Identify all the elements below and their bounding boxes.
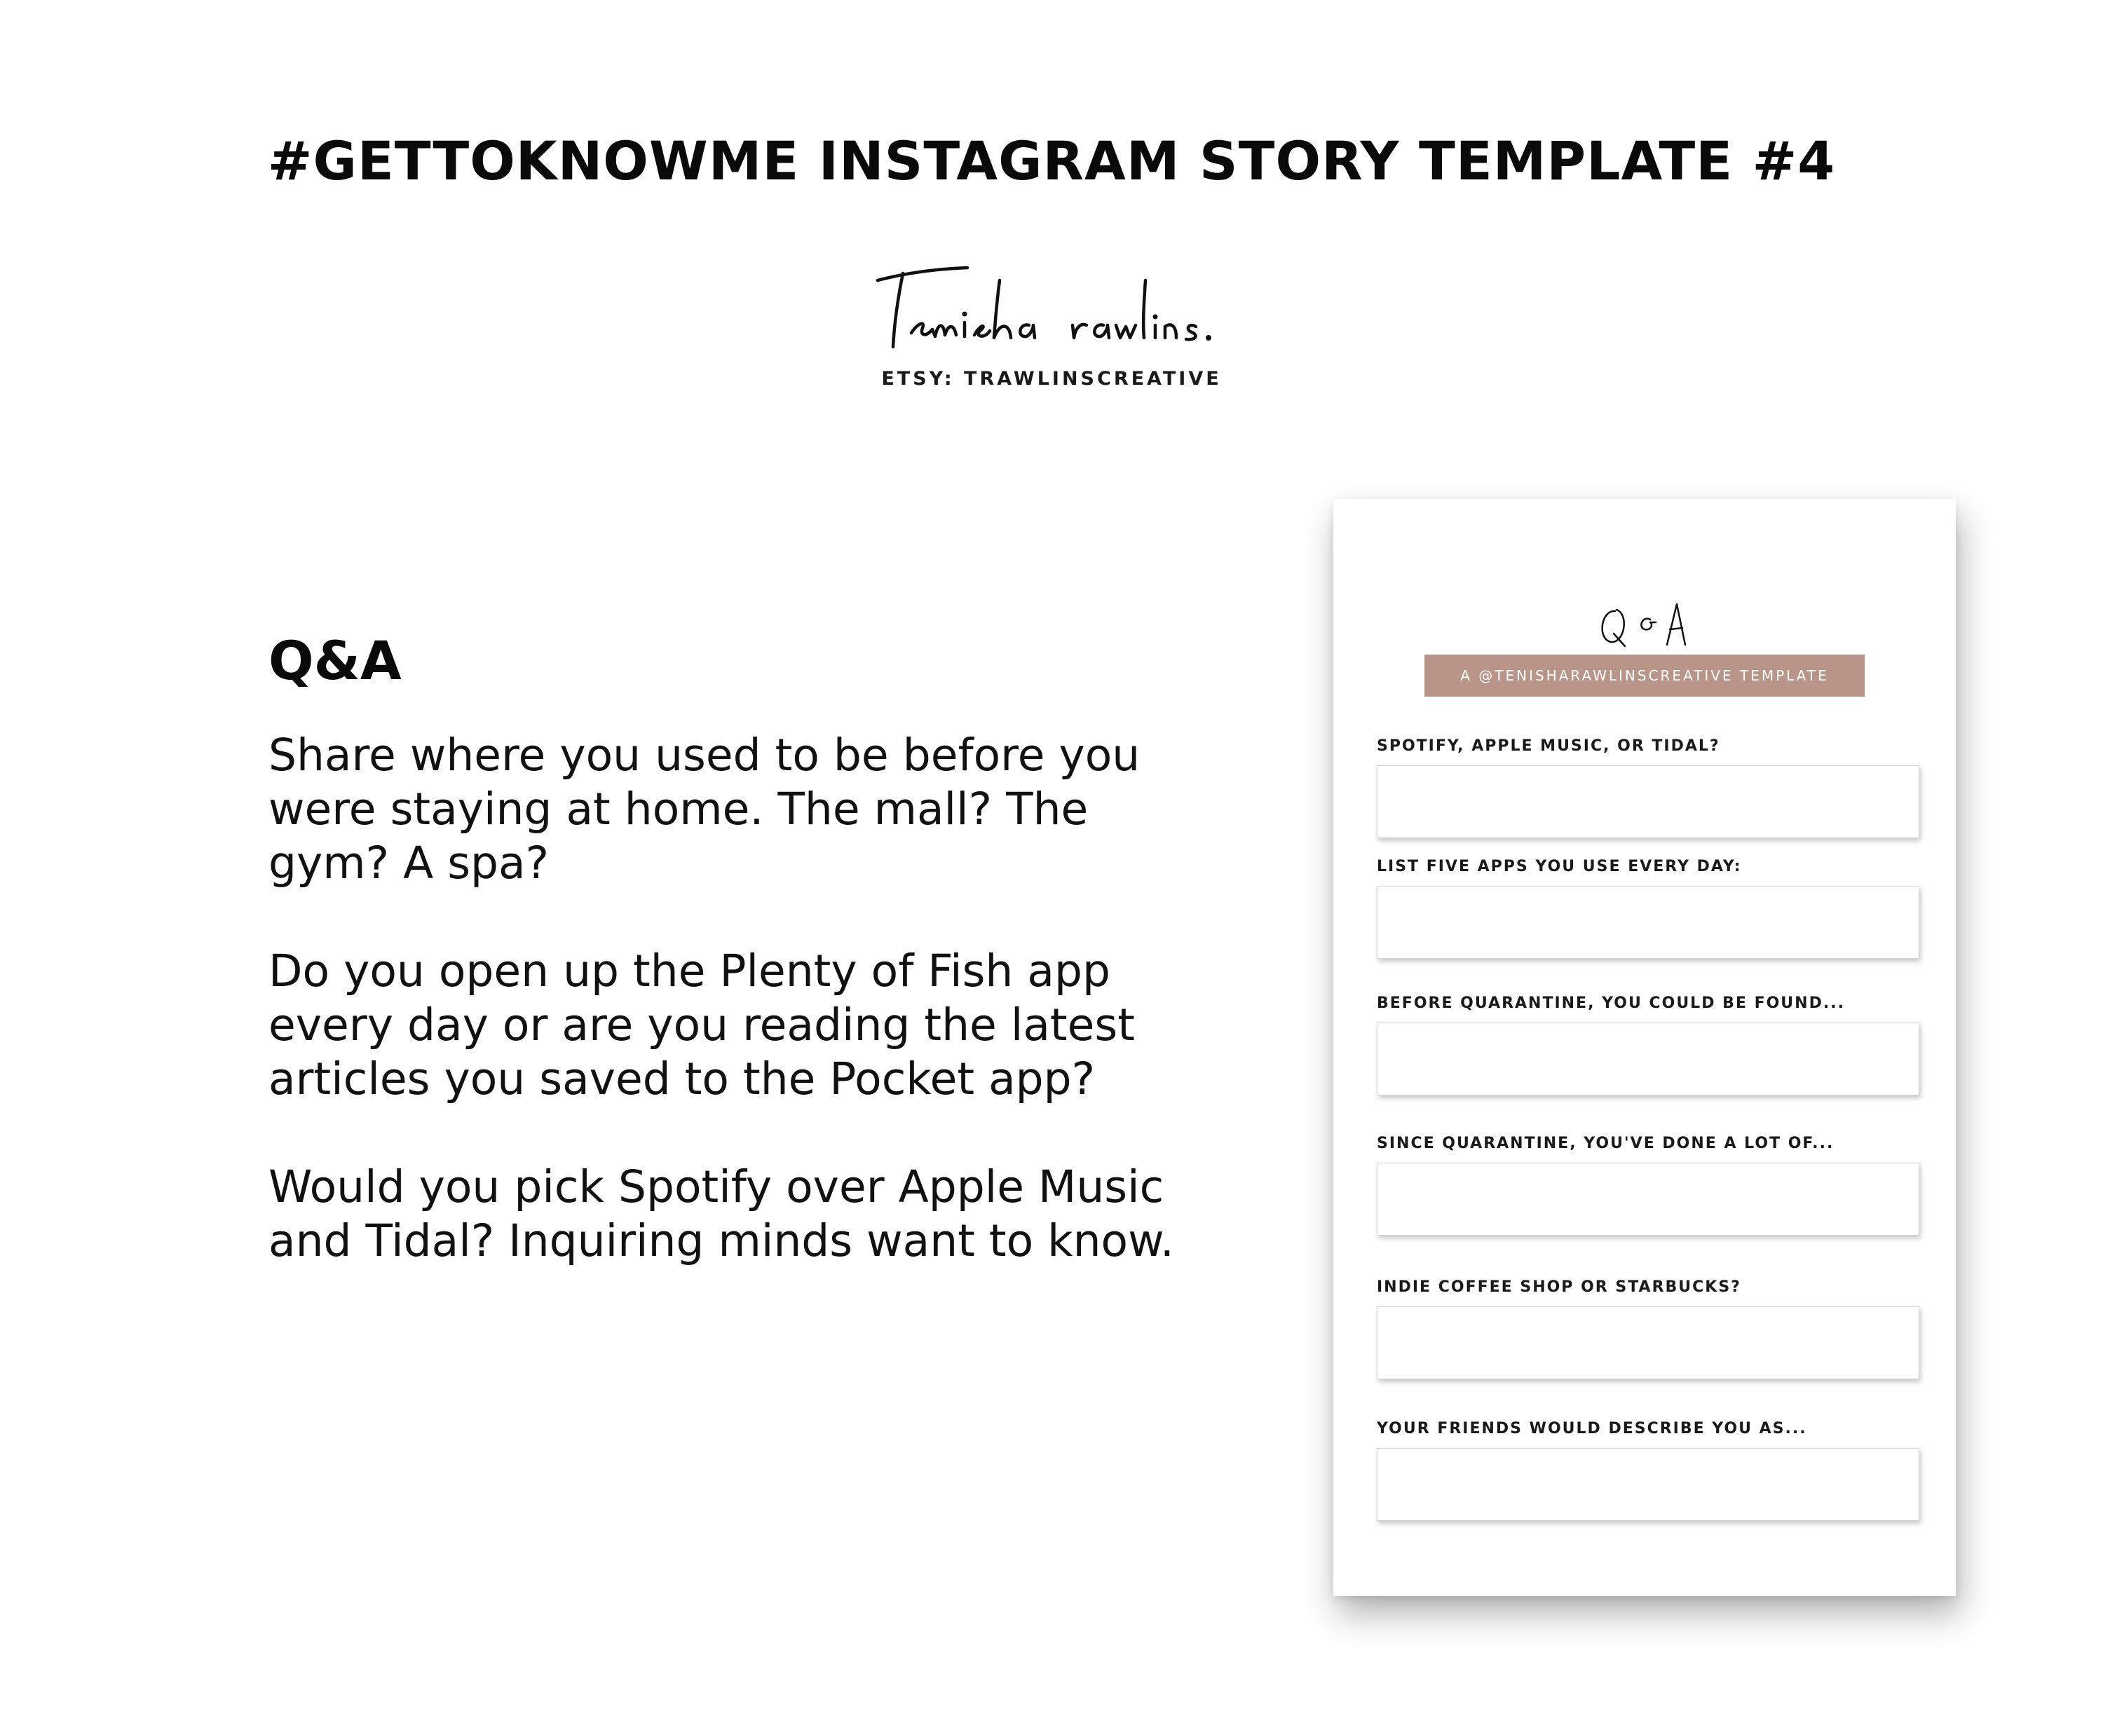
answer-box bbox=[1377, 1163, 1919, 1236]
card-banner: A @TENISHARAWLINSCREATIVE TEMPLATE bbox=[1424, 655, 1865, 697]
question-block bbox=[1377, 736, 1924, 838]
question-label: INDIE COFFEE SHOP OR STARBUCKS? bbox=[1377, 1278, 1741, 1296]
signature-logo bbox=[862, 252, 1255, 357]
signature-script bbox=[862, 252, 1255, 357]
story-template-preview bbox=[1333, 499, 1956, 1596]
question-label: LIST FIVE APPS YOU USE EVERY DAY: bbox=[1377, 858, 1742, 875]
paragraph-apps: Do you open up the Plenty of Fish app every day or are you reading the latest articles you saved to the Pocket app? bbox=[268, 945, 1135, 1105]
answer-box bbox=[1377, 765, 1919, 838]
question-block bbox=[1377, 1277, 1924, 1379]
question-block bbox=[1377, 993, 1924, 1095]
etsy-shop-label: ETSY: TRAWLINSCREATIVE bbox=[881, 368, 1222, 390]
answer-box bbox=[1377, 1448, 1919, 1521]
question-block bbox=[1377, 856, 1924, 959]
answer-box bbox=[1377, 886, 1919, 959]
question-block bbox=[1377, 1419, 1924, 1521]
paragraph-music: Would you pick Spotify over Apple Music and Tidal? Inquiring minds want to know. bbox=[268, 1161, 1174, 1266]
description-column bbox=[268, 629, 1180, 1322]
question-label: SINCE QUARANTINE, YOU'VE DONE A LOT OF... bbox=[1377, 1135, 1835, 1152]
page-title: #GETTOKNOWME INSTAGRAM STORY TEMPLATE #4 bbox=[267, 130, 1836, 192]
question-label: BEFORE QUARANTINE, YOU COULD BE FOUND... bbox=[1377, 995, 1845, 1012]
answer-box bbox=[1377, 1306, 1919, 1379]
section-heading: Q&A bbox=[268, 629, 402, 692]
answer-box bbox=[1377, 1023, 1919, 1095]
question-label: SPOTIFY, APPLE MUSIC, OR TIDAL? bbox=[1377, 737, 1720, 755]
card-title bbox=[1333, 590, 1956, 664]
question-block bbox=[1377, 1133, 1924, 1236]
card-title-script bbox=[1588, 590, 1701, 660]
paragraph-where-before: Share where you used to be before you were staying at home. The mall? The gym? A spa? bbox=[268, 730, 1141, 889]
question-label: YOUR FRIENDS WOULD DESCRIBE YOU AS... bbox=[1377, 1420, 1807, 1437]
